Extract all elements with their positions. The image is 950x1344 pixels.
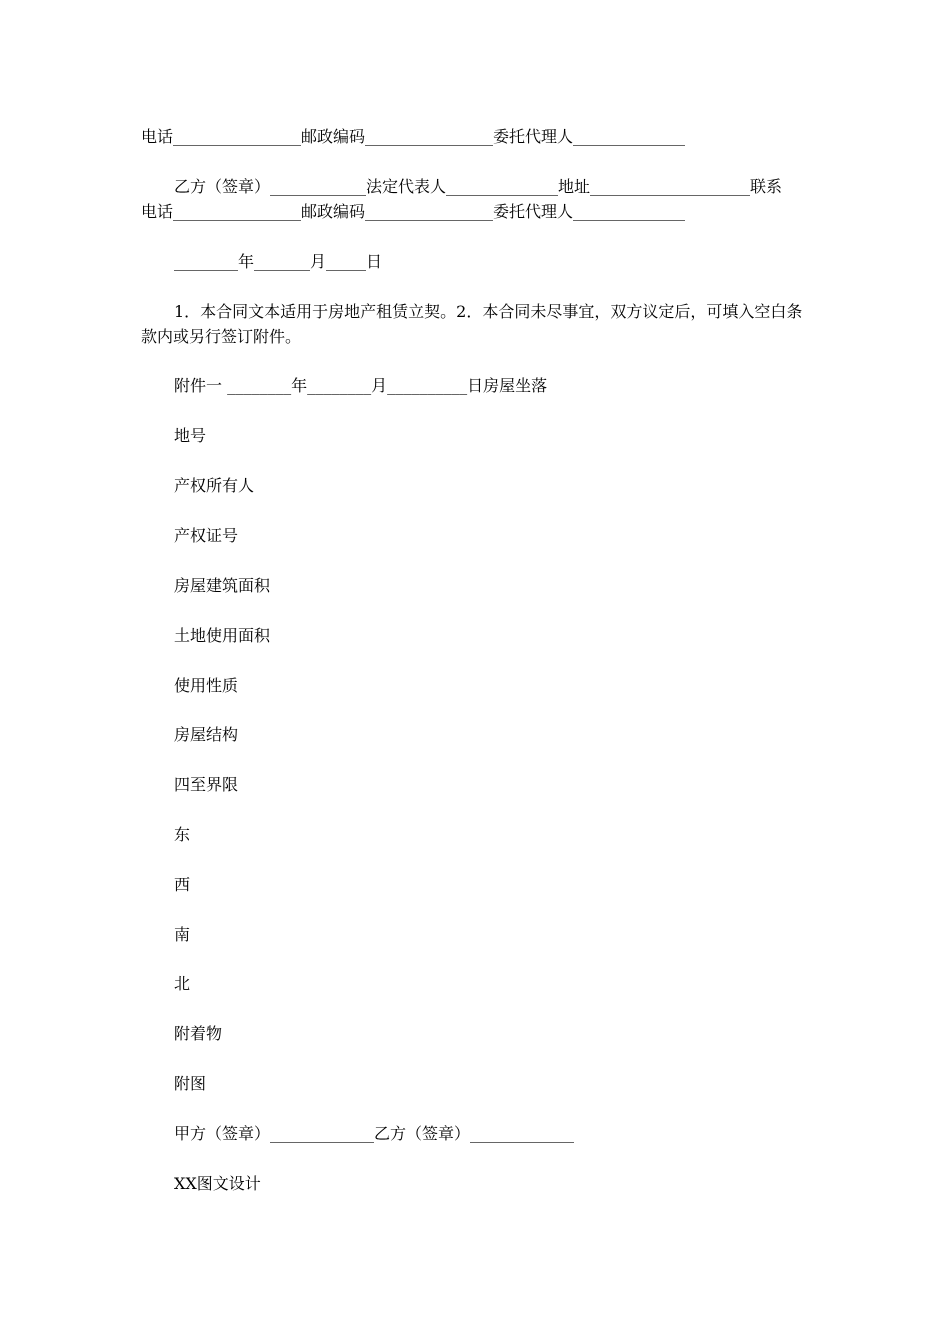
party-a-contact-line: 电话________________邮政编码________________委托代理人______________	[141, 127, 686, 146]
usage-label: 使用性质	[174, 676, 239, 695]
west-label: 西	[174, 875, 191, 894]
attachment-one-line: 附件一 ________年________月__________日房屋坐落	[174, 376, 548, 395]
building-area-label: 房屋建筑面积	[174, 576, 271, 595]
property-owner-label: 产权所有人	[174, 476, 255, 495]
north-label: 北	[174, 974, 191, 993]
east-label: 东	[174, 825, 191, 844]
lot-number-label: 地号	[174, 426, 207, 445]
property-cert-label: 产权证号	[174, 526, 239, 545]
attachments-label: 附着物	[174, 1024, 223, 1043]
signatures-line: 甲方（签章）_____________乙方（签章）_____________	[174, 1124, 575, 1143]
land-area-label: 土地使用面积	[174, 626, 271, 645]
structure-label: 房屋结构	[174, 725, 239, 744]
attached-map-label: 附图	[174, 1074, 207, 1093]
date-line: ________年_______月_____日	[174, 252, 383, 271]
notes-paragraph: 1．本合同文本适用于房地产租赁立契。2．本合同未尽事宜，双方议定后，可填入空白条款内或另行签订附件。	[141, 302, 803, 346]
party-b-signature-line: 乙方（签章）____________法定代表人______________地址____________________联系	[174, 177, 783, 196]
party-b-contact-line: 电话________________邮政编码________________委托代理人______________	[141, 202, 686, 221]
south-label: 南	[174, 925, 191, 944]
footer-credit: XX图文设计	[174, 1174, 261, 1193]
boundaries-label: 四至界限	[174, 775, 239, 794]
